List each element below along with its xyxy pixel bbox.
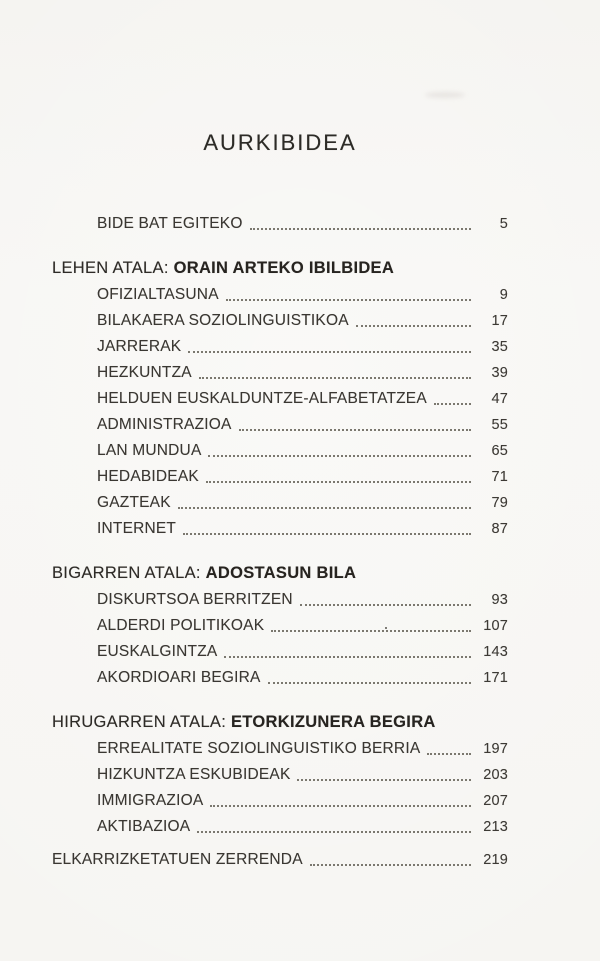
toc-entry-label: HEZKUNTZA xyxy=(97,364,192,381)
toc-entry-page: 197 xyxy=(483,741,508,757)
toc-entry-label: ADMINISTRAZIOA xyxy=(97,416,232,433)
dotted-leader xyxy=(239,429,471,431)
toc-entry-label: INTERNET xyxy=(97,520,177,537)
toc-entry xyxy=(97,814,508,840)
dotted-leader xyxy=(300,604,471,606)
toc-entry xyxy=(97,412,508,438)
dotted-leader xyxy=(250,228,471,230)
toc-entry-page: 9 xyxy=(499,287,508,303)
toc-entry-page: 35 xyxy=(491,339,508,355)
toc-entry-label: BILAKAERA SOZIOLINGUISTIKOA xyxy=(97,312,349,329)
dotted-leader xyxy=(183,533,471,535)
toc-entry-label: OFIZIALTASUNA xyxy=(97,286,219,303)
section-header xyxy=(52,704,508,732)
section-header xyxy=(52,250,508,278)
toc-entry-page: 171 xyxy=(483,670,508,686)
toc-entry-page: 55 xyxy=(491,417,508,433)
section-header-prefix: BIGARREN ATALA: xyxy=(52,564,206,582)
page-title: AURKIBIDEA xyxy=(203,130,357,155)
toc-entry-label: HIZKUNTZA ESKUBIDEAK xyxy=(97,766,291,783)
toc-entry-page: 79 xyxy=(491,495,508,511)
toc-entry xyxy=(97,587,508,613)
dotted-leader xyxy=(199,377,471,379)
toc-entry-label: BIDE BAT EGITEKO xyxy=(97,215,243,232)
dotted-leader xyxy=(178,507,471,509)
toc-entry-page: 107 xyxy=(483,618,508,634)
toc-entry-label: LAN MUNDUA xyxy=(97,442,202,459)
toc-entry-label: IMMIGRAZIOA xyxy=(97,792,204,809)
toc-entry-page: 213 xyxy=(483,819,508,835)
toc-entry-label: AKTIBAZIOA xyxy=(97,818,191,835)
toc-entry-page: 47 xyxy=(491,391,508,407)
dotted-leader xyxy=(224,656,471,658)
toc-entry-page: 65 xyxy=(491,443,508,459)
dotted-leader xyxy=(297,779,471,781)
toc-entry xyxy=(97,211,508,237)
scan-smudge-artifact xyxy=(425,92,465,98)
dotted-leader xyxy=(268,682,471,684)
section-header xyxy=(52,555,508,583)
toc-entry xyxy=(97,762,508,788)
toc-section-2 xyxy=(52,555,508,691)
toc-entry-label: GAZTEAK xyxy=(97,494,171,511)
toc-entry xyxy=(97,334,508,360)
toc-entry-label: DISKURTSOA BERRITZEN xyxy=(97,591,293,608)
dotted-leader xyxy=(210,805,471,807)
toc-entry xyxy=(97,490,508,516)
print-speck-artifact xyxy=(385,627,387,629)
toc-entry-page: 219 xyxy=(483,852,508,868)
toc-entry xyxy=(97,639,508,665)
toc-entry-label: HEDABIDEAK xyxy=(97,468,199,485)
toc-entry-label: EUSKALGINTZA xyxy=(97,643,218,660)
toc-entry-page: 87 xyxy=(491,521,508,537)
toc-entry xyxy=(97,516,508,542)
toc-entry xyxy=(97,613,508,639)
toc-entry-page: 207 xyxy=(483,793,508,809)
toc-entry xyxy=(97,282,508,308)
toc-entry xyxy=(97,386,508,412)
toc-entry-page: 5 xyxy=(499,216,508,232)
dotted-leader xyxy=(206,481,471,483)
section-header-name: ORAIN ARTEKO IBILBIDEA xyxy=(173,259,395,277)
toc-entry-label: HELDUEN EUSKALDUNTZE-ALFABETATZEA xyxy=(97,390,427,407)
dotted-leader xyxy=(197,831,471,833)
toc-section-3 xyxy=(52,704,508,840)
toc-entry-page: 39 xyxy=(491,365,508,381)
toc-entry-page: 203 xyxy=(483,767,508,783)
dotted-leader xyxy=(427,753,471,755)
dotted-leader xyxy=(434,403,471,405)
toc-entry-page: 143 xyxy=(483,644,508,660)
section-header-prefix: HIRUGARREN ATALA: xyxy=(52,713,231,731)
toc-entry-label: AKORDIOARI BEGIRA xyxy=(97,669,261,686)
toc-entry-label: ELKARRIZKETATUEN ZERRENDA xyxy=(52,851,303,868)
dotted-leader xyxy=(208,455,471,457)
toc-entry-page: 17 xyxy=(491,313,508,329)
toc-entry xyxy=(97,438,508,464)
toc-entry xyxy=(97,308,508,334)
toc-entry xyxy=(97,788,508,814)
dotted-leader xyxy=(271,630,471,632)
dotted-leader xyxy=(188,351,471,353)
toc-entry-page: 93 xyxy=(491,592,508,608)
toc-entry-label: ALDERDI POLITIKOAK xyxy=(97,617,265,634)
section-header-name: ETORKIZUNERA BEGIRA xyxy=(231,713,436,731)
toc-section-1 xyxy=(52,250,508,542)
section-header-prefix: LEHEN ATALA: xyxy=(52,259,174,277)
toc-entry xyxy=(97,665,508,691)
dotted-leader xyxy=(226,299,471,301)
toc-entry xyxy=(97,736,508,762)
dotted-leader xyxy=(310,864,471,866)
toc-entry xyxy=(52,847,508,873)
dotted-leader xyxy=(356,325,471,327)
toc-entry-label: JARRERAK xyxy=(97,338,182,355)
toc-entry xyxy=(97,464,508,490)
section-header-name: ADOSTASUN BILA xyxy=(205,564,357,582)
toc-entry-label: ERREALITATE SOZIOLINGUISTIKO BERRIA xyxy=(97,740,421,757)
toc-entry-page: 71 xyxy=(491,469,508,485)
toc-entry xyxy=(97,360,508,386)
